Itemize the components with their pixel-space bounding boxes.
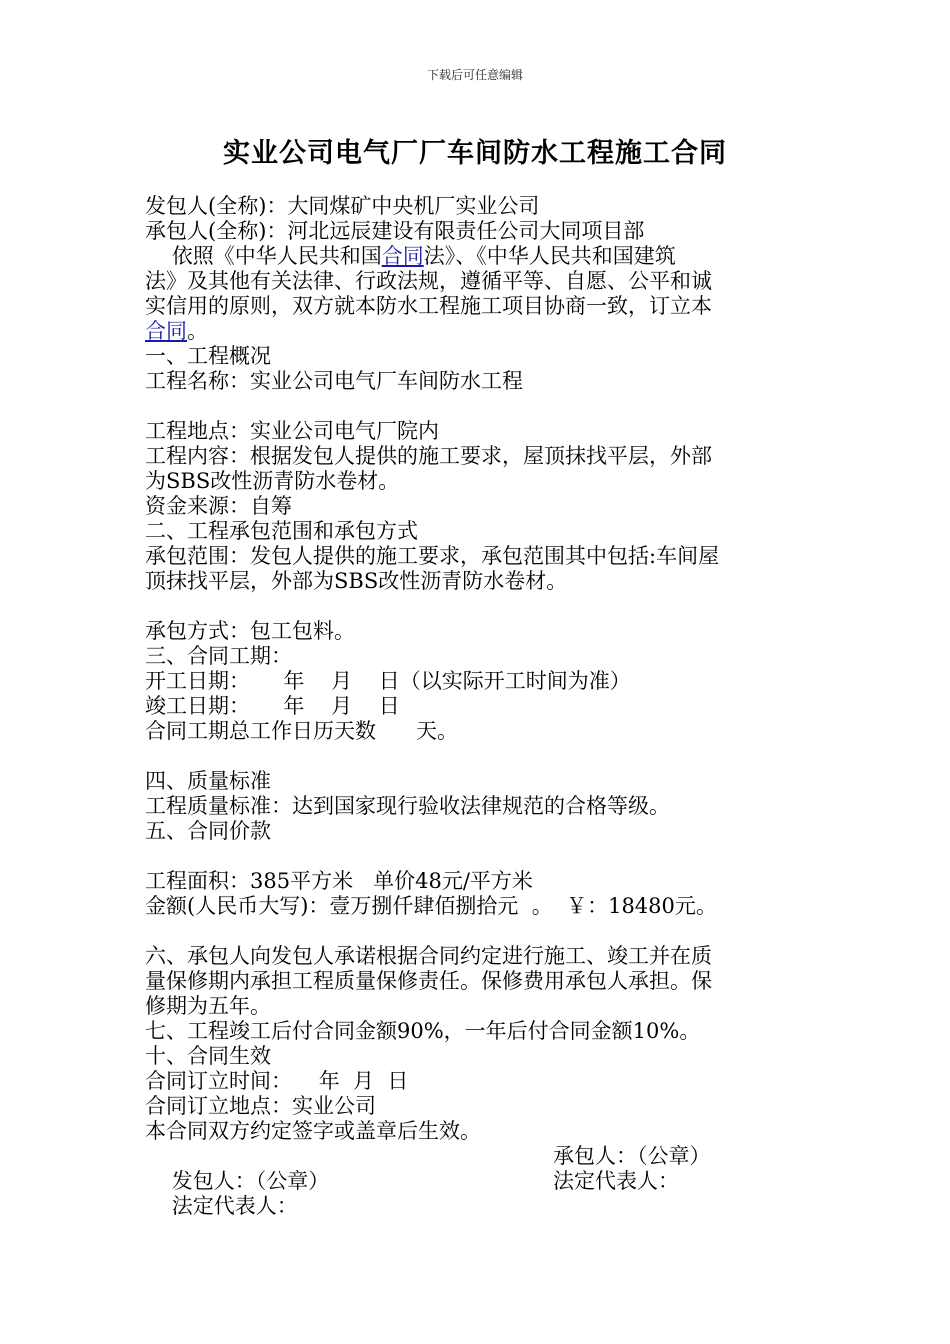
party-a-seal: 发包人：（公章） [171, 1169, 330, 1193]
scope-line-2: 顶抹找平层，外部为SBS改性沥青防水卷材。 [145, 569, 568, 593]
intro-line-4 [145, 319, 805, 344]
signing-place: 合同订立地点：实业公司 [145, 1094, 376, 1118]
project-location: 工程地点：实业公司电气厂院内 [145, 419, 439, 443]
section-6-line-1: 六、承包人向发包人承诺根据合同约定进行施工、竣工并在质 [145, 944, 712, 968]
intro-text: 法》、《中华人民共和国建筑 [423, 244, 676, 268]
effect-clause: 本合同双方约定签字或盖章后生效。 [145, 1119, 481, 1143]
contract-link[interactable]: 合同 [145, 319, 187, 343]
contract-law-link[interactable]: 合同 [381, 244, 424, 268]
contract-mode: 承包方式：包工包料。 [145, 619, 355, 643]
section-10-heading: 十、合同生效 [145, 1044, 271, 1068]
party-a-line: 发包人(全称)：大同煤矿中央机厂实业公司 [145, 194, 540, 218]
contract-amount: 金额(人民币大写)：壹万捌仟肆佰捌拾元 。 ￥：18480元。 [145, 894, 717, 918]
contract-body [145, 194, 805, 1218]
party-b-representative: 法定代表人： [553, 1169, 679, 1193]
project-content-1: 工程内容：根据发包人提供的施工要求，屋顶抹找平层，外部 [145, 444, 712, 468]
total-days: 合同工期总工作日历天数 天。 [145, 719, 459, 743]
intro-text: 。 [187, 319, 208, 343]
section-6-line-2: 量保修期内承担工程质量保修责任。保修费用承包人承担。保 [145, 969, 712, 993]
start-date: 开工日期： 年 月 日（以实际开工时间为准） [145, 669, 631, 693]
header-note: 下载后可任意编辑 [426, 68, 523, 82]
section-5-heading: 五、合同价款 [145, 819, 271, 843]
project-area: 工程面积：385平方米 单价48元/平方米 [145, 869, 533, 893]
intro-text: 依照《中华人民共和国 [145, 244, 382, 268]
quality-standard: 工程质量标准：达到国家现行验收法律规范的合格等级。 [145, 794, 670, 818]
section-4-heading: 四、质量标准 [145, 769, 271, 793]
intro-line-3: 实信用的原则，双方就本防水工程施工项目协商一致，订立本 [145, 294, 712, 318]
party-b-seal: 承包人：（公章） [553, 1144, 711, 1168]
representative-row [145, 1169, 805, 1218]
section-6-line-3: 修期为五年。 [145, 994, 271, 1018]
section-7: 七、工程竣工后付合同金额90%，一年后付合同金额10%。 [145, 1019, 701, 1043]
signing-time: 合同订立时间： 年 月 日 [145, 1069, 409, 1093]
scope-line-1: 承包范围：发包人提供的施工要求，承包范围其中包括:车间屋 [145, 544, 720, 568]
intro-line-1 [145, 244, 805, 269]
project-content-2: 为SBS改性沥青防水卷材。 [145, 469, 400, 493]
section-2-heading: 二、工程承包范围和承包方式 [145, 519, 418, 543]
project-funding: 资金来源：自筹 [145, 494, 292, 518]
project-name: 工程名称：实业公司电气厂车间防水工程 [145, 369, 523, 393]
section-3-heading: 三、合同工期： [145, 644, 292, 668]
section-1-heading: 一、工程概况 [145, 344, 271, 368]
document-title: 实业公司电气厂厂车间防水工程施工合同 [223, 138, 727, 169]
party-b-line: 承包人(全称)：河北远辰建设有限责任公司大同项目部 [145, 219, 645, 243]
intro-line-2: 法》及其他有关法律、行政法规，遵循平等、自愿、公平和诚 [145, 269, 712, 293]
party-a-representative: 法定代表人： [171, 1194, 298, 1218]
end-date: 竣工日期： 年 月 日 [145, 694, 400, 718]
